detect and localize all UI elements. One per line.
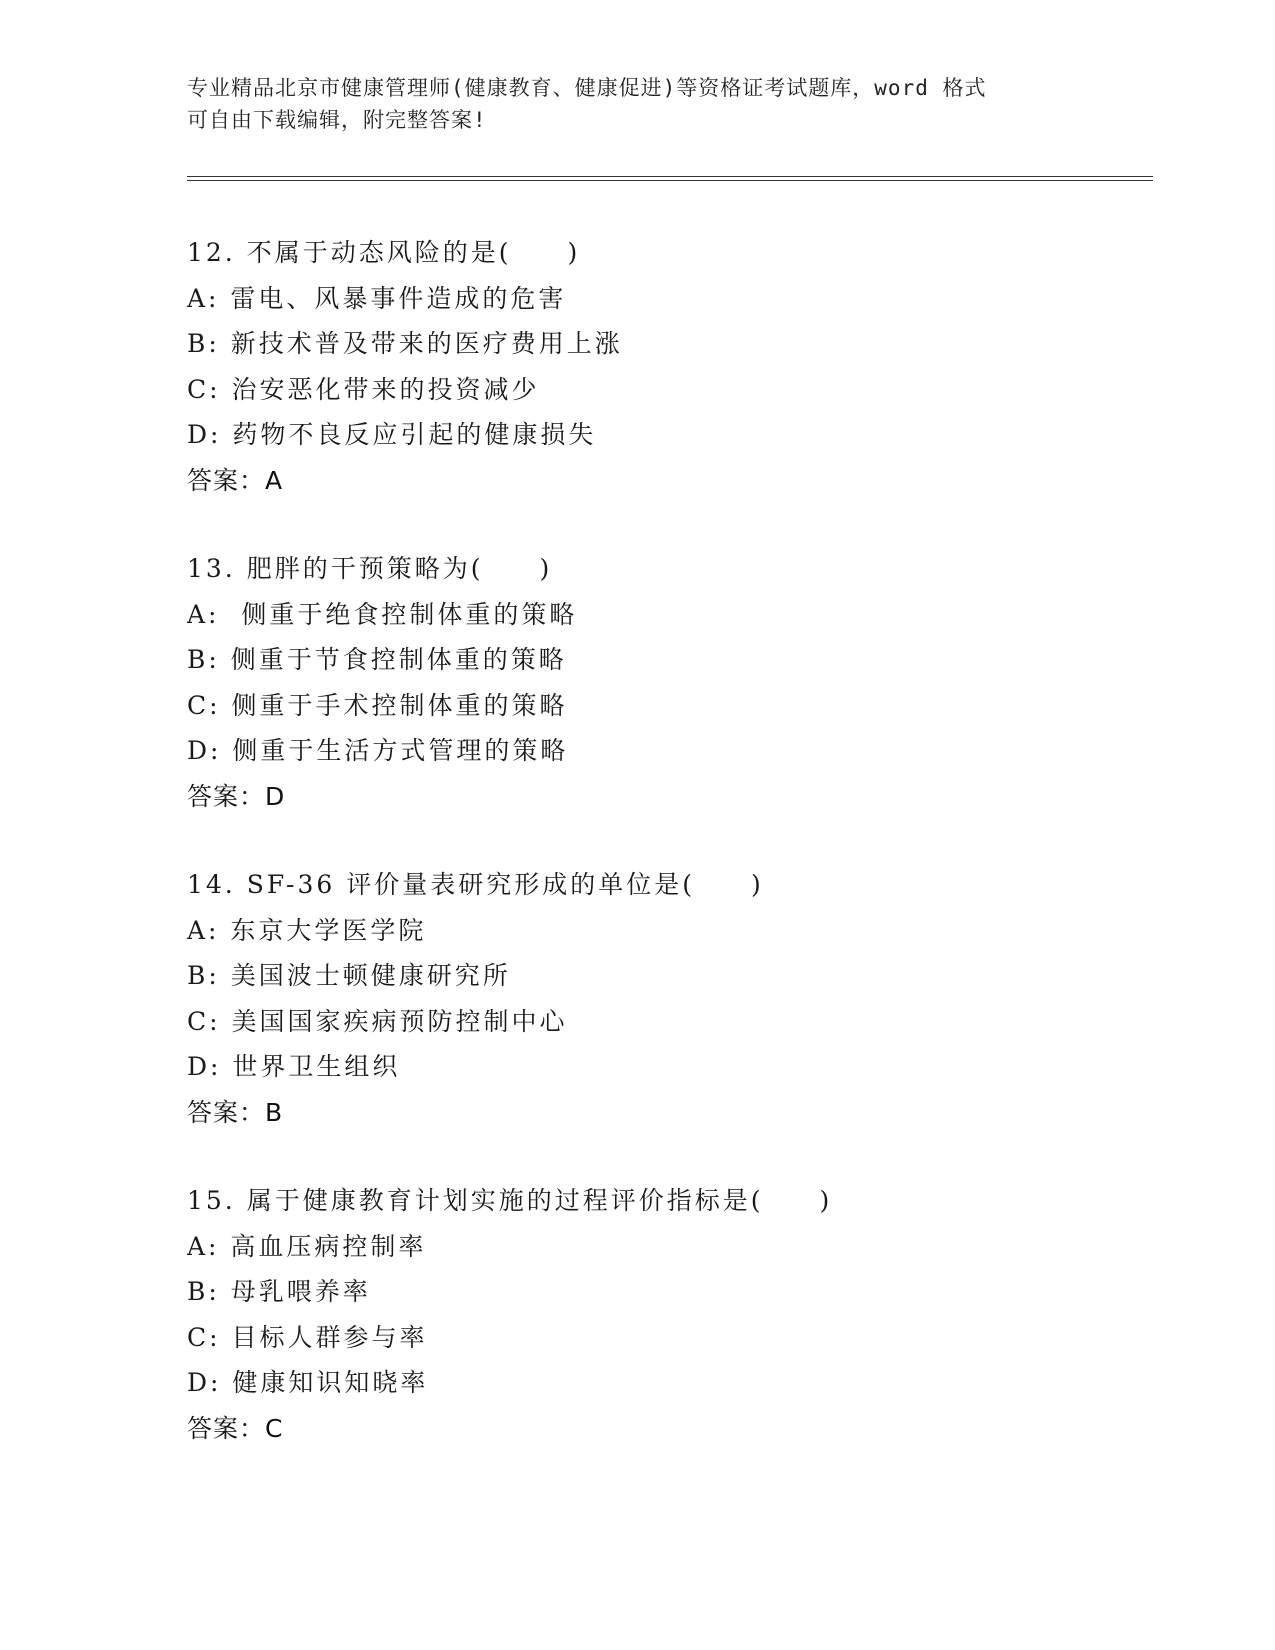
question-12	[187, 230, 1147, 503]
option-a: A: 高血压病控制率	[187, 1231, 427, 1261]
header-line-2: 可自由下载编辑，附完整答案!	[187, 108, 487, 132]
option-d: D: 药物不良反应引起的健康损失	[187, 420, 597, 449]
question-15	[187, 1178, 1147, 1451]
option-c: C: 美国国家疾病预防控制中心	[187, 1006, 568, 1036]
question-stem: 14. SF-36 评价量表研究形成的单位是( )	[187, 870, 764, 899]
answer-line: 答案：C	[187, 1413, 284, 1443]
question-list	[187, 230, 1147, 1494]
answer-line: 答案：B	[187, 1097, 284, 1127]
option-b: B: 美国波士顿健康研究所	[187, 961, 511, 990]
option-a: A: 东京大学医学院	[187, 915, 427, 945]
option-a: A: 侧重于绝食控制体重的策略	[187, 599, 578, 629]
question-stem: 13. 肥胖的干预策略为( )	[187, 554, 553, 583]
answer-line: 答案：D	[187, 781, 286, 811]
question-14	[187, 862, 1147, 1135]
answer-line: 答案：A	[187, 465, 284, 495]
option-d: D: 侧重于生活方式管理的策略	[187, 736, 569, 765]
option-d: D: 健康知识知晓率	[187, 1368, 429, 1397]
option-d: D: 世界卫生组织	[187, 1052, 401, 1081]
question-13	[187, 546, 1147, 819]
header-double-rule	[187, 176, 1153, 181]
option-c: C: 目标人群参与率	[187, 1322, 428, 1352]
option-a: A: 雷电、风暴事件造成的危害	[187, 283, 567, 313]
option-b: B: 母乳喂养率	[187, 1277, 371, 1306]
header-line-1: 专业精品北京市健康管理师(健康教育、健康促进)等资格证考试题库，word 格式	[187, 76, 987, 100]
option-b: B: 新技术普及带来的医疗费用上涨	[187, 329, 623, 358]
question-stem: 12. 不属于动态风险的是( )	[187, 238, 581, 267]
page-header	[187, 72, 1067, 136]
question-stem: 15. 属于健康教育计划实施的过程评价指标是( )	[187, 1186, 833, 1215]
option-c: C: 治安恶化带来的投资减少	[187, 374, 540, 404]
option-c: C: 侧重于手术控制体重的策略	[187, 690, 568, 720]
option-b: B: 侧重于节食控制体重的策略	[187, 645, 567, 674]
